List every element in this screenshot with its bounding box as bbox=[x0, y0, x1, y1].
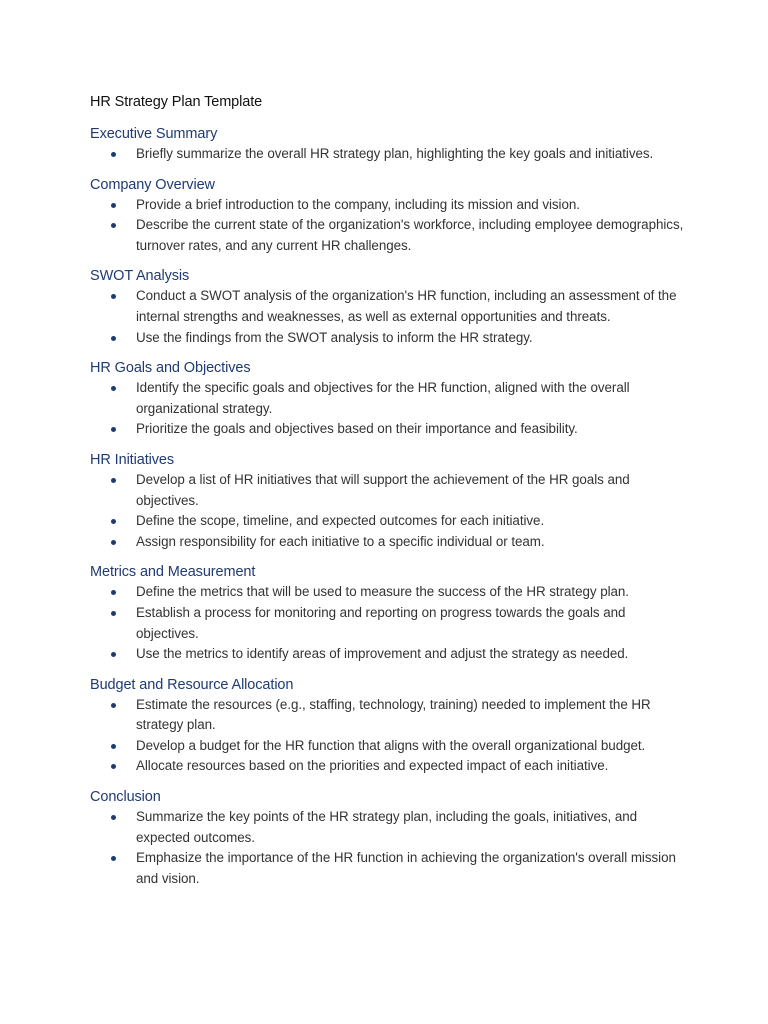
bullet-icon bbox=[111, 703, 116, 708]
bullet-list bbox=[90, 470, 690, 552]
section-heading: HR Goals and Objectives bbox=[90, 360, 251, 377]
bullet-icon bbox=[111, 203, 116, 208]
section bbox=[90, 175, 690, 257]
bullet-list bbox=[90, 195, 690, 257]
bullet-icon bbox=[111, 611, 116, 616]
list-item bbox=[90, 511, 690, 532]
list-item bbox=[90, 144, 690, 165]
bullet-list bbox=[90, 286, 690, 348]
list-item-text: Define the scope, timeline, and expected outcomes for each initiative. bbox=[136, 513, 545, 529]
bullet-icon bbox=[111, 336, 116, 341]
section bbox=[90, 124, 690, 165]
list-item-text: Use the findings from the SWOT analysis to inform the HR strategy. bbox=[136, 329, 533, 345]
section bbox=[90, 787, 690, 889]
list-item bbox=[90, 378, 690, 419]
list-item bbox=[90, 756, 690, 777]
section-heading: Executive Summary bbox=[90, 126, 218, 142]
list-item-text: Estimate the resources (e.g., staffing, technology, training) needed to implement the HR strategy plan. bbox=[136, 696, 651, 733]
sections-container bbox=[90, 124, 690, 889]
document-page bbox=[90, 92, 690, 899]
section bbox=[90, 450, 690, 552]
list-item-text: Prioritize the goals and objectives based on their importance and feasibility. bbox=[136, 421, 578, 437]
list-item bbox=[90, 582, 690, 603]
list-item bbox=[90, 286, 690, 327]
section-heading: Metrics and Measurement bbox=[90, 564, 256, 581]
list-item bbox=[90, 644, 690, 665]
section-heading: Company Overview bbox=[90, 176, 215, 193]
list-item bbox=[90, 848, 690, 889]
bullet-icon bbox=[111, 223, 116, 228]
section-heading: Conclusion bbox=[90, 789, 161, 806]
list-item-text: Briefly summarize the overall HR strategy plan, highlighting the key goals and initiatives. bbox=[136, 146, 654, 161]
bullet-icon bbox=[111, 764, 116, 769]
section bbox=[90, 675, 690, 777]
list-item-text: Conduct a SWOT analysis of the organization's HR function, including an assessment of the internal strengths and weaknesses, as well as external opportunities and threats. bbox=[136, 288, 677, 324]
list-item-text: Use the metrics to identify areas of improvement and adjust the strategy as needed. bbox=[136, 646, 629, 662]
list-item bbox=[90, 470, 690, 511]
list-item-text: Develop a budget for the HR function that aligns with the overall organizational budget. bbox=[136, 737, 646, 753]
list-item-text: Describe the current state of the organization's workforce, including employee demographics, turnover rates, and any current HR challenges. bbox=[136, 217, 684, 253]
list-item bbox=[90, 328, 690, 349]
list-item bbox=[90, 215, 690, 256]
bullet-list bbox=[90, 582, 690, 664]
list-item-text: Define the metrics that will be used to measure the success of the HR strategy plan. bbox=[136, 584, 629, 600]
bullet-list bbox=[90, 378, 690, 440]
bullet-icon bbox=[111, 744, 116, 749]
bullet-icon bbox=[111, 519, 116, 524]
section-heading: Budget and Resource Allocation bbox=[90, 676, 294, 693]
bullet-list bbox=[90, 695, 690, 777]
bullet-icon bbox=[111, 856, 116, 861]
bullet-list bbox=[90, 807, 690, 889]
section bbox=[90, 562, 690, 664]
section-heading: SWOT Analysis bbox=[90, 268, 190, 285]
list-item bbox=[90, 695, 690, 736]
list-item bbox=[90, 807, 690, 848]
bullet-icon bbox=[111, 152, 116, 157]
list-item bbox=[90, 736, 690, 757]
section-heading: HR Initiatives bbox=[90, 451, 175, 468]
section bbox=[90, 266, 690, 348]
list-item bbox=[90, 532, 690, 553]
bullet-list bbox=[90, 144, 690, 165]
document-title: HR Strategy Plan Template bbox=[90, 94, 263, 110]
bullet-icon bbox=[111, 540, 116, 545]
bullet-icon bbox=[111, 652, 116, 657]
list-item bbox=[90, 603, 690, 644]
list-item-text: Identify the specific goals and objectives for the HR function, aligned with the overall organizational strategy. bbox=[136, 380, 630, 416]
list-item-text: Allocate resources based on the priorities and expected impact of each initiative. bbox=[136, 758, 609, 774]
bullet-icon bbox=[111, 478, 116, 483]
list-item-text: Assign responsibility for each initiative to a specific individual or team. bbox=[136, 533, 545, 549]
bullet-icon bbox=[111, 427, 116, 432]
bullet-icon bbox=[111, 815, 116, 820]
list-item-text: Develop a list of HR initiatives that will support the achievement of the HR goals and objectives. bbox=[136, 471, 630, 508]
list-item-text: Summarize the key points of the HR strategy plan, including the goals, initiatives, and expected outcomes. bbox=[136, 809, 638, 845]
section bbox=[90, 358, 690, 440]
list-item-text: Provide a brief introduction to the company, including its mission and vision. bbox=[136, 196, 580, 212]
list-item-text: Emphasize the importance of the HR function in achieving the organization's overall mission and vision. bbox=[136, 850, 676, 886]
bullet-icon bbox=[111, 590, 116, 595]
list-item bbox=[90, 195, 690, 216]
bullet-icon bbox=[111, 294, 116, 299]
list-item bbox=[90, 419, 690, 440]
list-item-text: Establish a process for monitoring and reporting on progress towards the goals and objectives. bbox=[136, 604, 626, 641]
bullet-icon bbox=[111, 386, 116, 391]
